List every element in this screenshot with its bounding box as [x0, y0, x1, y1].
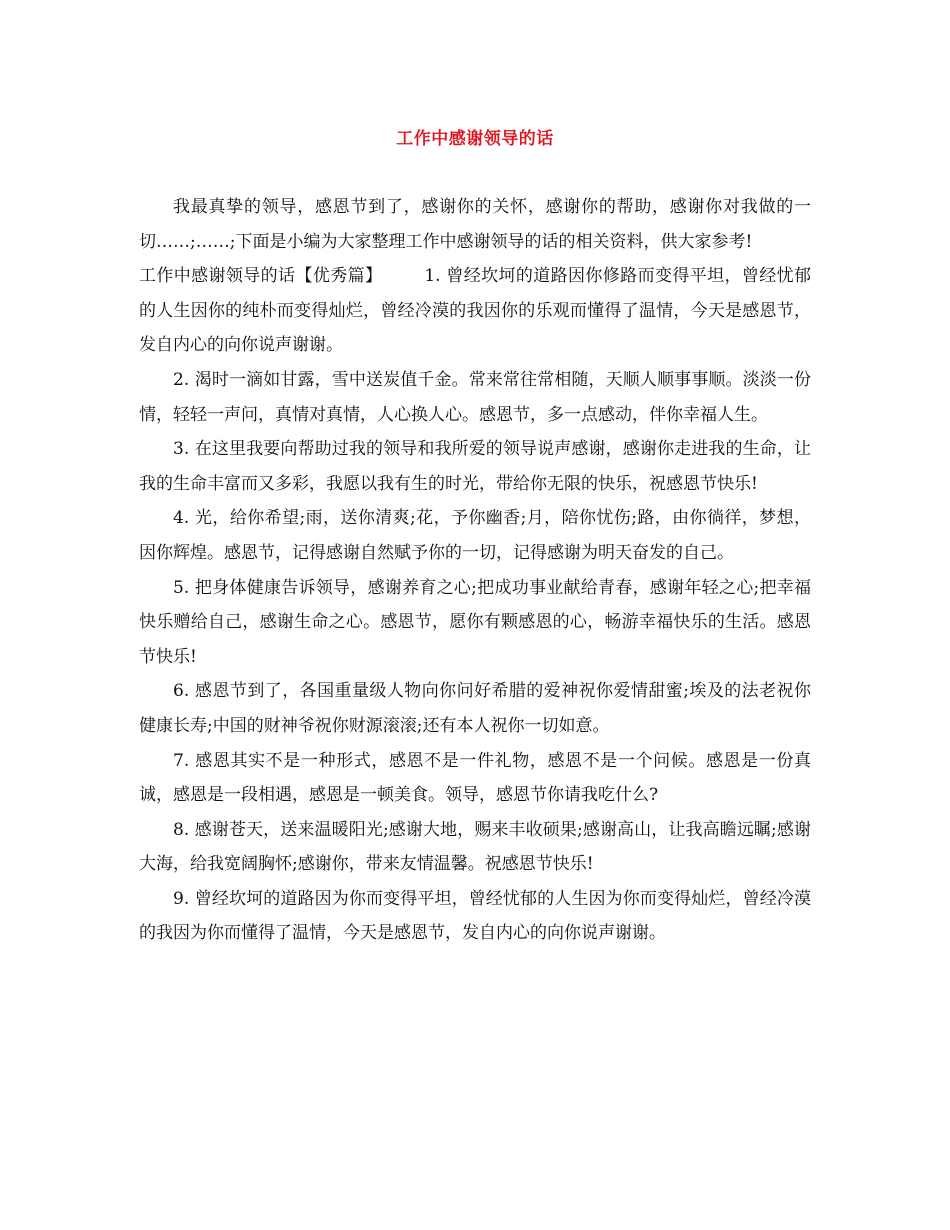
- intro-paragraph: 我最真挚的领导，感恩节到了，感谢你的关怀，感谢你的帮助，感谢你对我做的一切……;……;下面是小编为大家整理工作中感谢领导的话的相关资料，供大家参考!: [139, 197, 811, 252]
- list-item: 9. 曾经坎坷的道路因为你而变得平坦，曾经忧郁的人生因为你而变得灿烂，曾经冷漠的我因为你而懂得了温情，今天是感恩节，发自内心的向你说声谢谢。: [139, 888, 811, 944]
- list-item: 3. 在这里我要向帮助过我的领导和我所爱的领导说声感谢，感谢你走进我的生命，让我的生命丰富而又多彩，我愿以我有生的时光，带给你无限的快乐，祝感恩节快乐!: [139, 439, 811, 494]
- list-item: 8. 感谢苍天，送来温暖阳光;感谢大地，赐来丰收硕果;感谢高山，让我高瞻远瞩;感谢大海，给我宽阔胸怀;感谢你，带来友情温馨。祝感恩节快乐!: [139, 819, 811, 875]
- list-item: 2. 渴时一滴如甘露，雪中送炭值千金。常来常往常相随，天顺人顺事事顺。淡淡一份情，轻轻一声问，真情对真情，人心换人心。感恩节，多一点感动，伴你幸福人生。: [139, 369, 811, 425]
- list-item: 7. 感恩其实不是一种形式，感恩不是一件礼物，感恩不是一个问候。感恩是一份真诚，感恩是一段相遇，感恩是一顿美食。领导，感恩节你请我吃什么?: [139, 750, 811, 806]
- section-heading: 工作中感谢领导的话【优秀篇】: [139, 266, 383, 287]
- document-body: [139, 190, 811, 951]
- section-paragraph-1: [139, 259, 811, 363]
- list-item: 5. 把身体健康告诉领导，感谢养育之心;把成功事业献给青春，感谢年轻之心;把幸福快乐赠给自己，感谢生命之心。感恩节，愿你有颗感恩的心，畅游幸福快乐的生活。感恩节快乐!: [139, 577, 811, 667]
- list-item: 1. 曾经坎坷的道路因你修路而变得平坦，曾经忧郁的人生因你的纯朴而变得灿烂，曾经冷漠的我因你的乐观而懂得了温情，今天是感恩节，发自内心的向你说声谢谢。: [139, 266, 812, 356]
- list-item: 4. 光，给你希望;雨，送你清爽;花，予你幽香;月，陪你忧伤;路，由你徜徉，梦想，因你辉煌。感恩节，记得感谢自然赋予你的一切，记得感谢为明天奋发的自己。: [139, 508, 811, 563]
- list-item: 6. 感恩节到了，各国重量级人物向你问好希腊的爱神祝你爱情甜蜜;埃及的法老祝你健康长寿;中国的财神爷祝你财源滚滚;还有本人祝你一切如意。: [139, 681, 811, 736]
- document-title: 工作中感谢领导的话: [396, 129, 554, 149]
